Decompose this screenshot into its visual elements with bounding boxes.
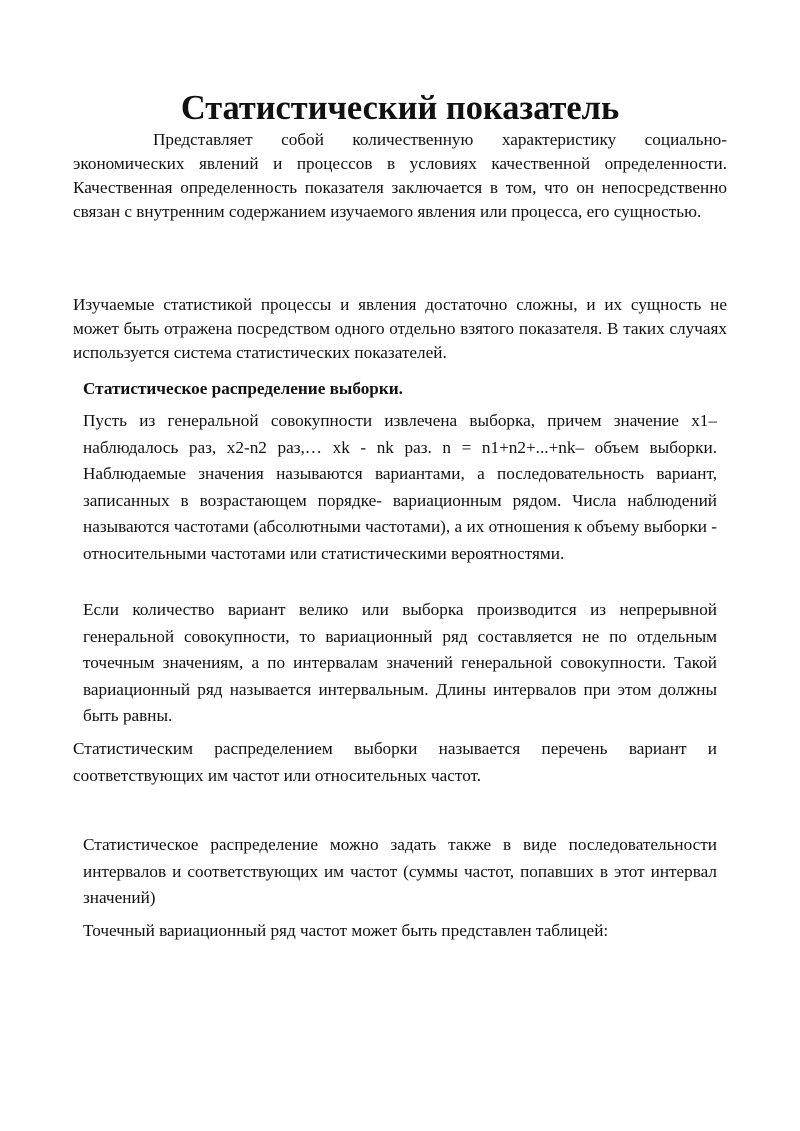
paragraph-interval-series: Если количество вариант велико или выборка производится из непрерывной генеральной совокупности, то вариационный ряд составляется не по отдельным точечным значениям, а по интервалам значений генеральной совокупности. Такой вариационный ряд называется интервальным. Длины интервалов при этом должны быть равны. [83, 600, 717, 725]
document-title: Статистический показатель [180, 89, 620, 127]
paragraph-table-intro: Точечный вариационный ряд частот может быть представлен таблицей: [83, 921, 609, 940]
paragraph-interval-distribution: Статистическое распределение можно задать также в виде последовательности интервалов и соответствующих им частот (суммы частот, попавших в этот интервал значений) [83, 835, 717, 907]
section-heading-distribution: Статистическое распределение выборки. [83, 379, 403, 398]
paragraph-definition: Представляет собой количественную характеристику социально-экономических явлений и процессов в условиях качественной определенности. Качественная определенность показателя заключается в том, что он непосредственно связан с внутренним содержанием изучаемого явления или процесса, его сущностью. [73, 130, 727, 221]
paragraph-system-of-indicators: Изучаемые статистикой процессы и явления достаточно сложны, и их сущность не может быть отражена посредством одного отдельно взятого показателя. В таких случаях используется система статистических показателей. [73, 295, 727, 362]
paragraph-sample-definition: Пусть из генеральной совокупности извлечена выборка, причем значение x1–наблюдалось раз, x2-n2 раз,… xk - nk раз. n = n1+n2+...+nk– объем выборки. Наблюдаемые значения называются вариантами, а последовательность вариант, записанных в возрастающем порядке- вариационным рядом. Числа наблюдений называются частотами (абсолютными частотами), а их отношения к объему выборки - относительными частотами или статистическими вероятностями. [83, 411, 717, 563]
paragraph-distribution-definition: Статистическим распределением выборки называется перечень вариант и соответствующих им частот или относительных частот. [73, 739, 717, 785]
